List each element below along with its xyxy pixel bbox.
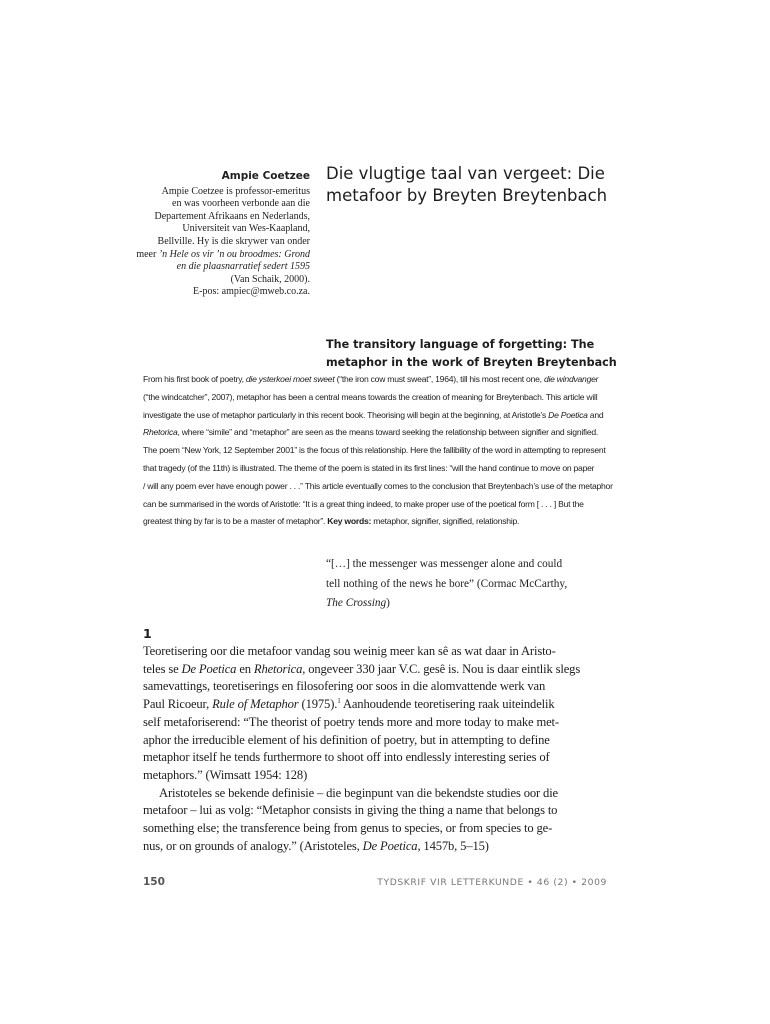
- body-text-run: en: [236, 661, 254, 676]
- body-line: [143, 714, 605, 732]
- body-italic: Rhetorica: [253, 661, 303, 676]
- abstract-line: [143, 389, 605, 407]
- keywords-list: metaphor, signifier, signified, relationship.: [371, 516, 520, 527]
- abstract-title: [326, 336, 626, 372]
- body-text-run: Aanhoudende teoretisering raak uiteindelik: [340, 697, 555, 712]
- body-text-run: (1975).: [298, 697, 338, 712]
- author-bio-line: Universiteit van Wes-Kaapland,: [182, 223, 310, 235]
- abstract-line: [143, 371, 605, 389]
- author-book-title: ’n Hele os vir ’n ou broodmes: Grond: [158, 248, 310, 260]
- abstract: [143, 371, 613, 531]
- keywords-label: Key words:: [327, 516, 372, 527]
- body-text-run: Teoretisering oor die metafoor vandag sou weinig meer kan sê as wat daar in Aristo-: [143, 644, 556, 658]
- abstract-italic: De Poetica: [548, 409, 588, 420]
- abstract-text: / will any poem ever have enough power . . .” This article eventually comes to the conclusion that Breytenbach’s use of the metaphor: [143, 480, 613, 491]
- abstract-title-line: The transitory language of forgetting: The: [326, 338, 595, 351]
- body-line: [143, 767, 605, 785]
- body-line: [143, 643, 605, 661]
- body-line: [143, 678, 605, 696]
- abstract-text: greatest thing by far is to be a master of metaphor”.: [143, 516, 328, 527]
- abstract-title-line: metaphor in the work of Breyten Breytenbach: [326, 356, 617, 369]
- article-title: [326, 163, 626, 207]
- page-number: 150: [143, 876, 165, 888]
- journal-running-footer: TYDSKRIF VIR LETTERKUNDE • 46 (2) • 2009: [377, 877, 607, 888]
- section-number: 1: [143, 626, 152, 641]
- author-bio-text: meer: [136, 248, 157, 260]
- epigraph-line: “[…] the messenger was messenger alone and could: [326, 558, 563, 570]
- body-text-run: , ongeveer 330 jaar V.C. gesê is. Nou is daar eintlik slegs: [302, 661, 581, 676]
- abstract-text: (“the windcatcher”, 2007), metaphor has been a central means towards the creation of meaning for Breytenbach. This article will: [143, 391, 598, 402]
- abstract-italic: die ysterkoei moet sweet: [245, 374, 335, 384]
- author-bio-line: (Van Schaik, 2000).: [230, 273, 310, 285]
- body-text-run: Paul Ricoeur,: [143, 697, 213, 712]
- author-bio: [130, 186, 310, 299]
- author-email: E-pos: ampiec@mweb.co.za.: [193, 286, 310, 298]
- body-line: [143, 838, 605, 856]
- abstract-text: investigate the use of metaphor particularly in this recent book. Theorising will begin at the beginning, at Aristotle’s: [143, 409, 549, 420]
- body-text-run: Aristoteles se bekende definisie – die beginpunt van die bekendste studies oor die: [159, 785, 558, 800]
- author-block: [130, 170, 310, 299]
- body-text-run: nus, or on grounds of analogy.” (Aristoteles,: [143, 838, 363, 853]
- abstract-text: , where “simile” and “metaphor” are seen as the means toward seeking the relationship between signifier and signified.: [177, 427, 599, 438]
- body-line: [143, 785, 605, 803]
- abstract-text: and: [587, 409, 604, 420]
- body-line: [143, 820, 605, 838]
- abstract-line: [143, 460, 605, 478]
- epigraph: [326, 555, 606, 614]
- body-text-run: metaphor itself he tends furthermore to shoot off into endlessly interesting series of: [143, 750, 550, 765]
- epigraph-line: [326, 594, 606, 614]
- body-text-run: samevattings, teoretiserings en filosofering oor soos in die alomvattende werk van: [143, 679, 546, 694]
- abstract-italic: Rhetorica: [143, 427, 178, 438]
- abstract-line: [143, 407, 605, 425]
- abstract-line: [143, 496, 605, 514]
- epigraph-line: tell nothing of the news he bore” (Cormac McCarthy,: [326, 577, 568, 590]
- abstract-text: (“the iron cow must sweat”, 1964), till his most recent one,: [334, 374, 544, 384]
- author-bio-line: en was voorheen verbonde aan die: [172, 198, 310, 210]
- body-text-run: self metaforiserend: “The theorist of poetry tends more and more today to make met-: [143, 714, 559, 729]
- abstract-line: [143, 513, 605, 531]
- body-line: [143, 732, 605, 750]
- footnote-ref[interactable]: 1: [337, 696, 341, 705]
- body-italic: De Poetica: [181, 661, 237, 676]
- epigraph-source-title: The Crossing: [326, 597, 387, 609]
- abstract-text: The poem “New York, 12 September 2001” is the focus of this relationship. Here the fallibility of the word in attempting to represent: [143, 445, 606, 456]
- abstract-italic: die windvanger: [543, 374, 599, 384]
- body-line: [143, 661, 605, 679]
- body-italic: Rule of Metaphor: [212, 697, 299, 712]
- abstract-text: From his first book of poetry,: [143, 374, 246, 384]
- author-bio-line: Bellville. Hy is die skrywer van onder: [157, 235, 310, 247]
- body-text-run: metafoor – lui as volg: “Metaphor consists in giving the thing a name that belongs to: [143, 803, 558, 818]
- author-name: Ampie Coetzee: [221, 170, 310, 182]
- abstract-text: that tragedy (of the 11th) is illustrated. The theme of the poem is stated in its first lines: “will the hand continue to move on paper: [143, 462, 595, 473]
- abstract-line: [143, 478, 613, 496]
- body-text-run: metaphors.” (Wimsatt 1954: 128): [143, 767, 308, 782]
- abstract-text: can be summarised in the words of Aristotle: “It is a great thing indeed, to make proper use of the poetical form [ . . . ] But the: [143, 498, 584, 509]
- author-bio-line: Ampie Coetzee is professor-emeritus: [161, 185, 310, 197]
- article-title-line: Die vlugtige taal van vergeet: Die: [326, 164, 605, 183]
- body-line: [143, 749, 605, 767]
- abstract-line: [143, 424, 605, 442]
- author-bio-line: [130, 249, 310, 262]
- body-text-run: teles se: [143, 661, 182, 676]
- body-text: [143, 643, 605, 855]
- epigraph-text: ): [386, 597, 390, 609]
- body-line: [143, 802, 605, 820]
- body-text-run: , 1457b, 5–15): [417, 838, 489, 853]
- author-book-subtitle: en die plaasnarratief sedert 1595: [176, 261, 310, 273]
- body-text-run: something else; the transference being from genus to species, or from species to ge-: [143, 821, 553, 836]
- body-text-run: aphor the irreducible element of his definition of poetry, but in attempting to define: [143, 732, 550, 747]
- author-bio-line: Departement Afrikaans en Nederlands,: [154, 210, 310, 222]
- body-italic: De Poetica: [362, 838, 418, 853]
- body-line: [143, 696, 605, 714]
- abstract-line: [143, 442, 605, 460]
- article-title-line: metafoor by Breyten Breytenbach: [326, 186, 608, 205]
